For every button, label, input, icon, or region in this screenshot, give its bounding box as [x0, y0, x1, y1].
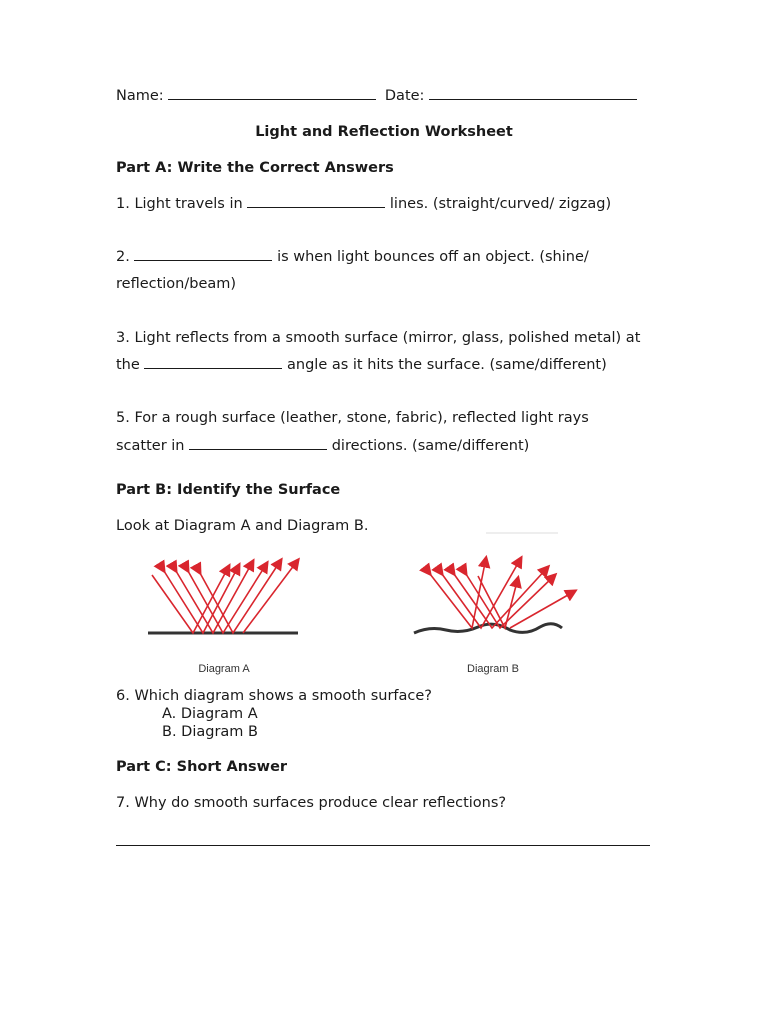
name-label: Name: [116, 88, 164, 104]
q2-text-pre: 2. [116, 249, 130, 265]
q2-line2: reflection/beam) [116, 276, 237, 292]
q1-text-post: lines. (straight/curved/ zigzag) [389, 196, 612, 212]
q3-text-pre: the [116, 357, 140, 373]
diagram-a-rays [152, 560, 298, 633]
date-field[interactable] [429, 98, 637, 100]
q5-text-post: directions. (same/different) [331, 438, 530, 454]
part-c-heading: Part C: Short Answer [116, 759, 288, 775]
question-2 [116, 249, 589, 265]
part-a-heading: Part A: Write the Correct Answers [116, 160, 394, 176]
q1-answer-blank[interactable] [247, 206, 385, 208]
q7-answer-line[interactable] [116, 845, 650, 846]
question-3 [116, 357, 607, 373]
worksheet-title: Light and Reflection Worksheet [255, 124, 513, 140]
q1-text-pre: 1. Light travels in [116, 196, 243, 212]
q6-question: 6. Which diagram shows a smooth surface? [116, 688, 432, 704]
q3-text-post: angle as it hits the surface. (same/different) [287, 357, 607, 373]
diagram-b [414, 533, 575, 675]
date-label: Date: [384, 88, 425, 104]
diagram-a [148, 560, 298, 675]
q5-answer-blank[interactable] [189, 448, 327, 450]
q3-answer-blank[interactable] [144, 367, 282, 369]
part-b-heading: Part B: Identify the Surface [116, 482, 341, 498]
ray-b2 [442, 558, 521, 628]
ray-b4 [466, 574, 555, 628]
q2-text-post: is when light bounces off an object. (shine/ [277, 249, 589, 265]
q2-answer-blank[interactable] [134, 259, 272, 261]
diagram-b-label: Diagram B [467, 663, 519, 675]
question-5 [116, 438, 529, 454]
diagram-a-label: Diagram A [198, 663, 250, 675]
diagram-b-rays [430, 558, 575, 628]
question-1 [116, 196, 611, 212]
reflection-diagrams [0, 520, 768, 685]
name-date-row [116, 88, 637, 104]
name-field[interactable] [168, 98, 376, 100]
rough-surface [414, 624, 562, 633]
q6-option-b[interactable]: B. Diagram B [162, 724, 258, 740]
q3-line1: 3. Light reflects from a smooth surface (mirror, glass, polished metal) at [116, 330, 641, 346]
q5-text-pre: scatter in [116, 438, 185, 454]
q6-option-a[interactable]: A. Diagram A [162, 706, 258, 722]
part-b-intro: Look at Diagram A and Diagram B. [116, 518, 369, 534]
ray-a6 [243, 560, 298, 633]
q7-question: 7. Why do smooth surfaces produce clear reflections? [116, 795, 507, 811]
q5-line1: 5. For a rough surface (leather, stone, fabric), reflected light rays [116, 410, 589, 426]
